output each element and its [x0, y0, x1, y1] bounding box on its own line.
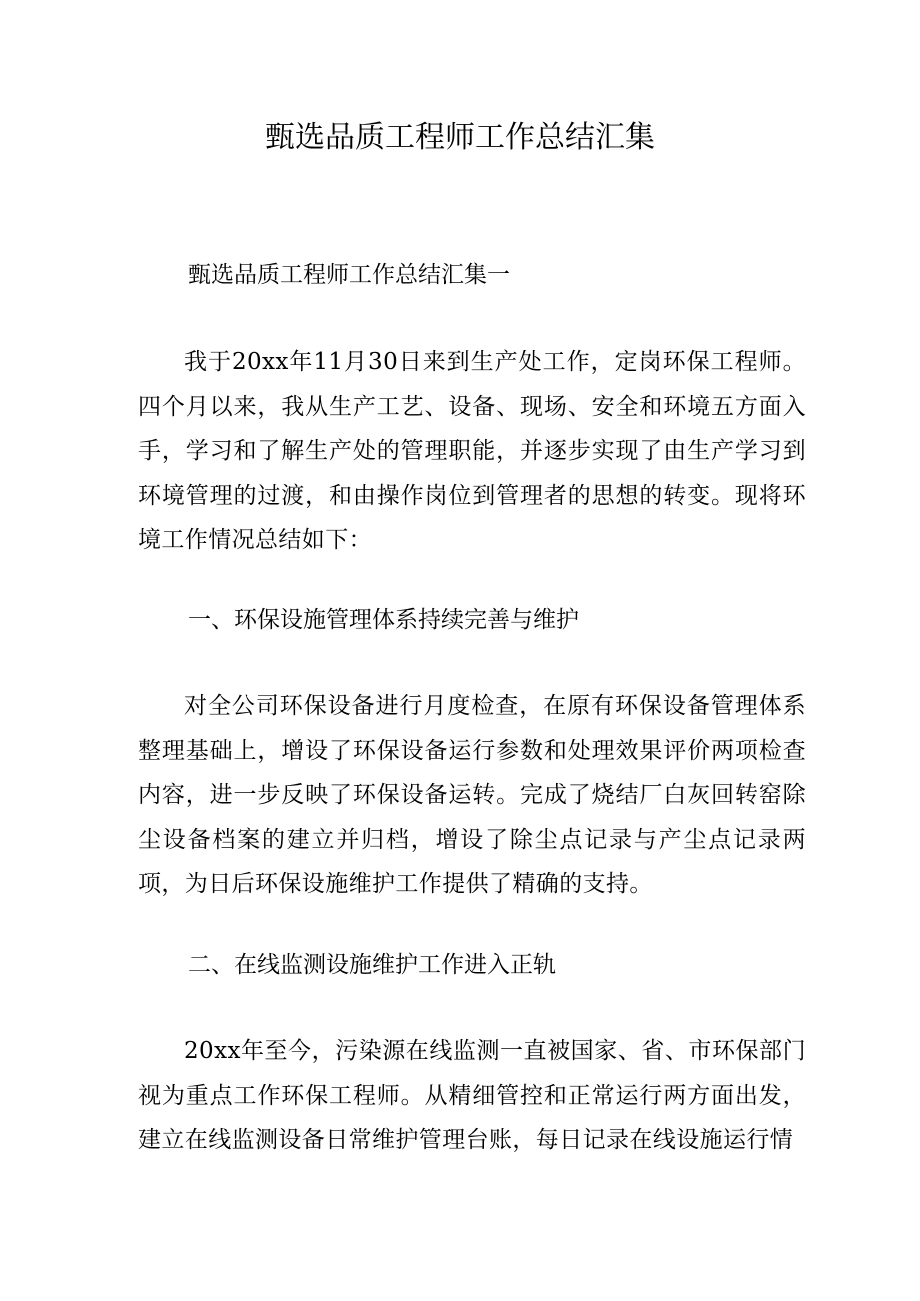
- document-title: 甄选品质工程师工作总结汇集: [265, 120, 655, 155]
- section-two-heading: 二、在线监测设施维护工作进入正轨: [188, 952, 556, 978]
- section-one-paragraph: 对全公司环保设备进行月度检查，在原有环保设备管理体系整理基础上，增设了环保设备运行参数和处理效果评价两项检查内容，进一步反映了环保设备运转。完成了烧结厂白灰回转窑除尘设备档案的建立并归档，增设了除尘点记录与产尘点记录两项，为日后环保设施维护工作提供了精确的支持。: [138, 693, 806, 898]
- section-two-paragraph: 20xx年至今，污染源在线监测一直被国家、省、市环保部门视为重点工作环保工程师。从精细管控和正常运行两方面出发，建立在线监测设备日常维护管理台账，每日记录在线设施运行情: [138, 1038, 806, 1154]
- section-one-heading: 一、环保设施管理体系持续完善与维护: [188, 607, 579, 633]
- intro-paragraph: 我于20xx年11月30日来到生产处工作，定岗环保工程师。四个月以来，我从生产工艺、设备、现场、安全和环境五方面入手，学习和了解生产处的管理职能，并逐步实现了由生产学习到环境管理的过渡，和由操作岗位到管理者的思想的转变。现将环境工作情况总结如下：: [138, 349, 806, 554]
- document-subtitle: 甄选品质工程师工作总结汇集一: [188, 262, 510, 288]
